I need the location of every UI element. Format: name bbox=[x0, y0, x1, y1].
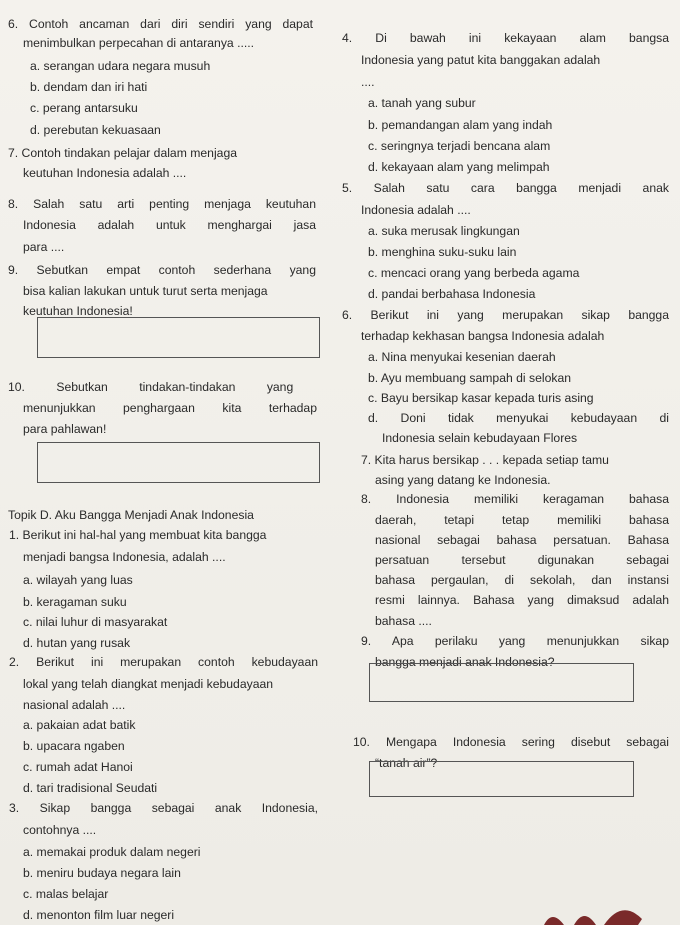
topic-question-2-line-2: lokal yang telah diangkat menjadi kebudayaan bbox=[23, 677, 274, 691]
question-8r-line-4: persatuan tersebut digunakan sebagai bbox=[375, 553, 669, 567]
topic-question-2-option-a: a. pakaian adat batik bbox=[23, 718, 136, 732]
topic-question-2-option-c: c. rumah adat Hanoi bbox=[23, 760, 133, 774]
question-10-line-2: menunjukkan penghargaan kita terhadap bbox=[23, 401, 317, 415]
question-8r-line-3: nasional sebagai bahasa persatuan. Bahasa bbox=[375, 533, 669, 547]
question-6r-line-2: terhadap kekhasan bangsa Indonesia adalah bbox=[361, 329, 605, 343]
question-6r-option-d-cont: Indonesia selain kebudayaan Flores bbox=[382, 431, 578, 445]
topic-question-3-option-d: d. menonton film luar negeri bbox=[23, 908, 175, 922]
question-6-option-a: a. serangan udara negara musuh bbox=[30, 59, 211, 73]
question-4-line-3: .... bbox=[361, 75, 375, 89]
question-8-line-3: para .... bbox=[23, 240, 65, 254]
question-5-option-b: b. menghina suku-suku lain bbox=[368, 245, 517, 259]
question-5-option-c: c. mencaci orang yang berbeda agama bbox=[368, 266, 580, 280]
question-8r-line-7: bahasa .... bbox=[375, 614, 432, 628]
question-9r-line-2: bangga menjadi anak Indonesia? bbox=[375, 655, 555, 669]
answer-box-9r[interactable] bbox=[369, 663, 634, 702]
answer-box-10[interactable] bbox=[37, 442, 320, 483]
question-10r-line-2: “tanah air”? bbox=[375, 756, 438, 770]
topic-question-2-line-1: 2. Berikut ini merupakan contoh kebudayaan bbox=[9, 655, 318, 669]
question-6-option-d: d. perebutan kekuasaan bbox=[30, 123, 161, 137]
question-6r-option-d: d. Doni tidak menyukai kebudayaan di bbox=[368, 411, 669, 425]
question-10-num bbox=[8, 380, 293, 394]
question-6r-option-a: a. Nina menyukai kesenian daerah bbox=[368, 350, 556, 364]
topic-question-2-option-b: b. upacara ngaben bbox=[23, 739, 125, 753]
question-6-line-2: menimbulkan perpecahan di antaranya ..... bbox=[23, 36, 255, 50]
topic-question-2-option-d: d. tari tradisional Seudati bbox=[23, 781, 158, 795]
question-10-line-3: para pahlawan! bbox=[23, 422, 107, 436]
topic-question-3-option-c: c. malas belajar bbox=[23, 887, 109, 901]
topic-question-1-option-b: b. keragaman suku bbox=[23, 595, 127, 609]
question-5-line-1: 5. Salah satu cara bangga menjadi anak bbox=[342, 181, 669, 195]
topic-question-1-option-a: a. wilayah yang luas bbox=[23, 573, 133, 587]
question-8r-line-6: resmi lainnya. Bahasa yang dimaksud adalah bbox=[375, 593, 669, 607]
question-4-line-1: 4. Di bawah ini kekayaan alam bangsa bbox=[342, 31, 669, 45]
question-9-line-2: bisa kalian lakukan untuk turut serta menjaga bbox=[23, 284, 268, 298]
question-4-option-a: a. tanah yang subur bbox=[368, 96, 476, 110]
question-6r-line-1: 6. Berikut ini yang merupakan sikap bangga bbox=[342, 308, 669, 322]
question-6-option-b: b. dendam dan iri hati bbox=[30, 80, 148, 94]
question-4-option-d: d. kekayaan alam yang melimpah bbox=[368, 160, 550, 174]
topic-question-3-line-1: 3. Sikap bangga sebagai anak Indonesia, bbox=[9, 801, 318, 815]
topic-question-1-line-2: menjadi bangsa Indonesia, adalah .... bbox=[23, 550, 226, 564]
question-5-option-a: a. suka merusak lingkungan bbox=[368, 224, 520, 238]
corner-decoration-icon bbox=[534, 895, 654, 925]
question-7-line-1: 7. Contoh tindakan pelajar dalam menjaga bbox=[8, 146, 238, 160]
topic-heading: Topik D. Aku Bangga Menjadi Anak Indonesia bbox=[8, 508, 254, 522]
question-6-line-1: 6. Contoh ancaman dari diri sendiri yang dapat bbox=[8, 17, 313, 31]
question-7-line-2: keutuhan Indonesia adalah .... bbox=[23, 166, 187, 180]
topic-question-1-option-d: d. hutan yang rusak bbox=[23, 636, 131, 650]
answer-box-10r[interactable] bbox=[369, 761, 634, 797]
topic-question-3-line-2: contohnya .... bbox=[23, 823, 97, 837]
question-4-line-2: Indonesia yang patut kita banggakan adalah bbox=[361, 53, 601, 67]
answer-box-9[interactable] bbox=[37, 317, 320, 358]
question-5-option-d: d. pandai berbahasa Indonesia bbox=[368, 287, 536, 301]
topic-question-3-option-b: b. meniru budaya negara lain bbox=[23, 866, 181, 880]
question-8-line-1: 8. Salah satu arti penting menjaga keutuhan bbox=[8, 197, 316, 211]
question-7r-line-1: 7. Kita harus bersikap . . . kepada setiap tamu bbox=[361, 453, 609, 467]
question-6r-option-b: b. Ayu membuang sampah di selokan bbox=[368, 371, 572, 385]
question-4-option-b: b. pemandangan alam yang indah bbox=[368, 118, 553, 132]
topic-question-1-option-c: c. nilai luhur di masyarakat bbox=[23, 615, 168, 629]
topic-question-1-line-1: 1. Berikut ini hal-hal yang membuat kita bangga bbox=[9, 528, 267, 542]
question-6r-option-c: c. Bayu bersikap kasar kepada turis asing bbox=[368, 391, 594, 405]
question-9r-line-1: 9. Apa perilaku yang menunjukkan sikap bbox=[361, 634, 669, 648]
question-10-line-1: 10. Sebutkan tindakan-tindakan yang bbox=[8, 380, 294, 394]
question-8r-line-5: bahasa pergaulan, di sekolah, dan instansi bbox=[375, 573, 669, 587]
question-7r-line-2: asing yang datang ke Indonesia. bbox=[375, 473, 551, 487]
question-6-option-c: c. perang antarsuku bbox=[30, 101, 138, 115]
question-9-line-1: 9. Sebutkan empat contoh sederhana yang bbox=[8, 263, 316, 277]
question-8r-line-2: daerah, tetapi tetap memiliki bahasa bbox=[375, 513, 669, 527]
question-8r-line-1: 8. Indonesia memiliki keragaman bahasa bbox=[361, 492, 669, 506]
question-10r-line-1: 10. Mengapa Indonesia sering disebut sebagai bbox=[353, 735, 669, 749]
question-8-line-2: Indonesia adalah untuk menghargai jasa bbox=[23, 218, 316, 232]
question-4-option-c: c. seringnya terjadi bencana alam bbox=[368, 139, 551, 153]
topic-question-3-option-a: a. memakai produk dalam negeri bbox=[23, 845, 201, 859]
topic-question-2-line-3: nasional adalah .... bbox=[23, 698, 126, 712]
question-5-line-2: Indonesia adalah .... bbox=[361, 203, 471, 217]
question-9-line-3: keutuhan Indonesia! bbox=[23, 304, 133, 318]
